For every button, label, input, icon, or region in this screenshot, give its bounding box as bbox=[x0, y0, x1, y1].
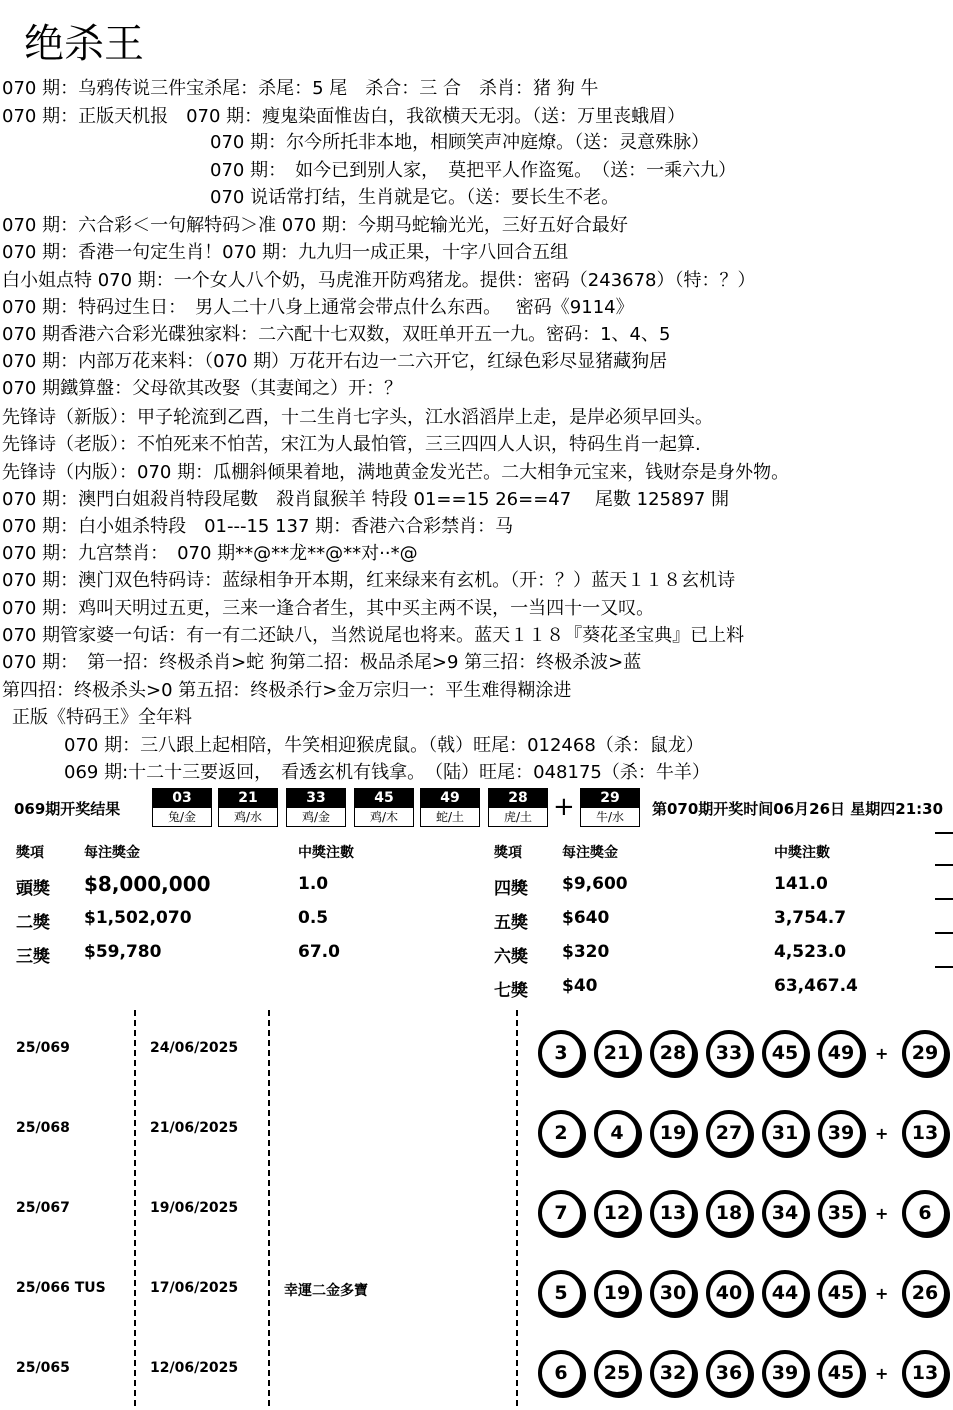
column-divider bbox=[268, 1010, 270, 1086]
draw-result-label: 069期开奖结果 bbox=[14, 800, 121, 818]
prize-amount: $40 bbox=[562, 976, 598, 996]
draw-zodiac: 鸡/金 bbox=[286, 808, 346, 827]
prize-count: 4,523.0 bbox=[774, 942, 847, 962]
prize-amount: $8,000,000 bbox=[84, 872, 211, 896]
result-ball: 13 bbox=[650, 1190, 696, 1236]
result-ball: 28 bbox=[650, 1030, 696, 1076]
result-plus-sign: + bbox=[875, 1124, 889, 1143]
prize-header-count: 中獎注數 bbox=[774, 845, 830, 861]
result-issue: 25/069 bbox=[16, 1040, 70, 1056]
result-plus-sign: + bbox=[875, 1044, 889, 1063]
draw-number: 49 bbox=[420, 788, 480, 808]
special-number: 29 bbox=[580, 788, 640, 808]
text-line: 先锋诗（内版）：070 期：瓜棚斜倾果着地，满地黄金发光芒。二大相争元宝来，钱财奈是身外物。 bbox=[2, 462, 790, 483]
text-line: 正版《特码王》全年料 bbox=[12, 707, 192, 728]
draw-plus-sign: + bbox=[553, 792, 575, 822]
prize-name: 四獎 bbox=[494, 879, 528, 899]
result-row bbox=[0, 1330, 953, 1410]
column-divider bbox=[134, 1010, 136, 1086]
text-line: 070 期鐵算盤：父母欲其改娶（其妻闻之）开：？ bbox=[2, 378, 403, 399]
prize-name: 五獎 bbox=[494, 913, 528, 933]
draw-number-box bbox=[152, 788, 212, 828]
prize-amount: $1,502,070 bbox=[84, 908, 192, 928]
special-zodiac: 牛/水 bbox=[580, 808, 640, 827]
text-line: 069 期:十二十三要返回， 看透玄机有钱拿。 （陆）旺尾：048175（杀：牛羊） bbox=[64, 762, 710, 783]
result-ball: 31 bbox=[762, 1110, 808, 1156]
result-ball: 3 bbox=[538, 1030, 584, 1076]
prize-count: 3,754.7 bbox=[774, 908, 847, 928]
text-line: 070 期： 如今已到别人家， 莫把平人作盗冤。 （送：一乘六九） bbox=[210, 160, 737, 181]
result-note: 幸運二金多寶 bbox=[284, 1283, 368, 1299]
result-ball: 19 bbox=[594, 1270, 640, 1316]
result-plus-sign: + bbox=[875, 1204, 889, 1223]
text-line: 白小姐点特 070 期：一个女人八个奶，马虎淮开防鸡猪龙。提供：密码（243678）（特：？） bbox=[2, 270, 756, 291]
prize-table bbox=[0, 836, 953, 1006]
text-line: 070 期：澳門白姐殺肖特段尾數 殺肖鼠猴羊 特段 01==15 26==47 尾數 125897 開 bbox=[2, 489, 730, 510]
prize-header-amount: 每注獎金 bbox=[562, 845, 618, 861]
result-date: 21/06/2025 bbox=[150, 1120, 239, 1136]
result-date: 17/06/2025 bbox=[150, 1280, 239, 1296]
text-line: 先锋诗（新版）：甲子轮流到乙酉，十二生肖七字头，江水滔滔岸上走，是岸必须早回头。 bbox=[2, 407, 713, 428]
result-special-ball: 26 bbox=[902, 1270, 948, 1316]
prize-count: 141.0 bbox=[774, 874, 828, 894]
text-line: 第四招：终极杀头>0 第五招：终极杀行>金万宗归一：平生难得糊涂进 bbox=[2, 680, 572, 701]
result-ball: 45 bbox=[818, 1270, 864, 1316]
result-ball: 12 bbox=[594, 1190, 640, 1236]
result-ball: 45 bbox=[762, 1030, 808, 1076]
prize-count: 1.0 bbox=[298, 874, 329, 894]
edge-mark bbox=[935, 864, 953, 866]
result-ball: 6 bbox=[538, 1350, 584, 1396]
prize-count: 0.5 bbox=[298, 908, 329, 928]
result-ball: 30 bbox=[650, 1270, 696, 1316]
result-ball: 4 bbox=[594, 1110, 640, 1156]
text-line: 070 期：九宫禁肖： 070 期**@**龙**@**对··*@ bbox=[2, 543, 418, 564]
draw-number-box bbox=[420, 788, 480, 828]
result-special-ball: 13 bbox=[902, 1350, 948, 1396]
text-line: 070 期香港六合彩光碟独家料：二六配十七双数，双旺单开五一九。密码：1、4、5 bbox=[2, 324, 671, 345]
result-date: 12/06/2025 bbox=[150, 1360, 239, 1376]
result-ball: 21 bbox=[594, 1030, 640, 1076]
column-divider bbox=[516, 1170, 518, 1246]
result-special-ball: 29 bbox=[902, 1030, 948, 1076]
text-line: 070 期： 第一招：终极杀肖>蛇 狗第二招：极品杀尾>9 第三招：终极杀波>蓝 bbox=[2, 652, 642, 673]
text-line: 070 期：澳门双色特码诗：蓝绿相争开本期，红来绿来有玄机。（开：？）蓝天１１８玄机诗 bbox=[2, 570, 736, 591]
text-line: 070 期：尔今所托非本地，相顾笑声冲庭燎。（送：灵意殊脉） bbox=[210, 132, 710, 153]
result-plus-sign: + bbox=[875, 1364, 889, 1383]
draw-zodiac: 鸡/木 bbox=[354, 808, 414, 827]
result-ball: 7 bbox=[538, 1190, 584, 1236]
column-divider bbox=[268, 1090, 270, 1166]
result-ball: 35 bbox=[818, 1190, 864, 1236]
text-line: 070 期：内部万花来料：（070 期）万花开右边一二六开它，红绿色彩尽显猪藏狗居 bbox=[2, 351, 668, 372]
result-ball: 33 bbox=[706, 1030, 752, 1076]
edge-mark bbox=[935, 832, 953, 834]
draw-zodiac: 鸡/水 bbox=[218, 808, 278, 827]
edge-mark bbox=[935, 966, 953, 968]
result-issue: 25/066 TUS bbox=[16, 1280, 106, 1296]
draw-number: 21 bbox=[218, 788, 278, 808]
draw-number: 03 bbox=[152, 788, 212, 808]
text-line: 070 说话常打结，生肖就是它。（送：要长生不老。 bbox=[210, 187, 620, 208]
page-title: 绝杀王 bbox=[24, 21, 144, 67]
draw-number: 33 bbox=[286, 788, 346, 808]
draw-zodiac: 蛇/土 bbox=[420, 808, 480, 827]
column-divider bbox=[134, 1250, 136, 1326]
prize-header-name: 獎項 bbox=[494, 845, 522, 861]
text-line: 070 期：鸡叫天明过五更，三来一逢合者生，其中买主两不误，一当四十一又叹。 bbox=[2, 598, 655, 619]
column-divider bbox=[134, 1090, 136, 1166]
result-row bbox=[0, 1250, 953, 1330]
text-line: 070 期：白小姐杀特段 01---15 137 期：香港六合彩禁肖：马 bbox=[2, 516, 514, 537]
result-issue: 25/068 bbox=[16, 1120, 70, 1136]
result-ball: 39 bbox=[818, 1110, 864, 1156]
prize-name: 六獎 bbox=[494, 947, 528, 967]
draw-number-box bbox=[354, 788, 414, 828]
draw-number: 45 bbox=[354, 788, 414, 808]
result-ball: 45 bbox=[818, 1350, 864, 1396]
prize-count: 63,467.4 bbox=[774, 976, 858, 996]
result-ball: 25 bbox=[594, 1350, 640, 1396]
column-divider bbox=[268, 1170, 270, 1246]
result-ball: 27 bbox=[706, 1110, 752, 1156]
prize-name: 二獎 bbox=[16, 913, 50, 933]
result-issue: 25/065 bbox=[16, 1360, 70, 1376]
column-divider bbox=[516, 1090, 518, 1166]
draw-zodiac: 虎/土 bbox=[488, 808, 548, 827]
result-plus-sign: + bbox=[875, 1284, 889, 1303]
result-ball: 49 bbox=[818, 1030, 864, 1076]
text-line: 070 期：正版天机报 070 期：瘦鬼染面惟齿白，我欲横天无羽。（送：万里丧蛾眉） bbox=[2, 106, 686, 127]
prize-header-count: 中獎注數 bbox=[298, 845, 354, 861]
prize-name: 頭獎 bbox=[16, 879, 50, 899]
text-line: 070 期：乌鸦传说三件宝杀尾：杀尾：5 尾 杀合：三 合 杀肖：猪 狗 牛 bbox=[2, 78, 599, 99]
result-ball: 36 bbox=[706, 1350, 752, 1396]
result-ball: 44 bbox=[762, 1270, 808, 1316]
result-ball: 34 bbox=[762, 1190, 808, 1236]
result-issue: 25/067 bbox=[16, 1200, 70, 1216]
column-divider bbox=[268, 1250, 270, 1326]
edge-mark bbox=[935, 932, 953, 934]
result-row bbox=[0, 1170, 953, 1250]
column-divider bbox=[134, 1170, 136, 1246]
column-divider bbox=[516, 1010, 518, 1086]
column-divider bbox=[268, 1330, 270, 1406]
draw-number: 28 bbox=[488, 788, 548, 808]
text-line: 070 期：三八跟上起相陪，牛笑相迎猴虎鼠。（戟）旺尾：012468（杀：鼠龙） bbox=[64, 735, 704, 756]
edge-mark bbox=[935, 898, 953, 900]
prize-header-name: 獎項 bbox=[16, 845, 44, 861]
draw-number-box bbox=[286, 788, 346, 828]
draw-number-box bbox=[218, 788, 278, 828]
text-line: 先锋诗（老版）：不怕死来不怕苦，宋江为人最怕管，三三四四人人识，特码生肖一起算. bbox=[2, 434, 701, 455]
text-line: 070 期管家婆一句话：有一有二还缺八，当然说尾也将来。蓝天１１８『葵花圣宝典』已上料 bbox=[2, 625, 745, 646]
column-divider bbox=[134, 1330, 136, 1406]
draw-number-box bbox=[488, 788, 548, 828]
text-line: 070 期：香港一句定生肖！070 期：九九归一成正果，十字八回合五组 bbox=[2, 242, 569, 263]
result-row bbox=[0, 1090, 953, 1170]
result-row bbox=[0, 1010, 953, 1090]
result-date: 19/06/2025 bbox=[150, 1200, 239, 1216]
prize-header-amount: 每注獎金 bbox=[84, 845, 140, 861]
draw-zodiac: 兔/金 bbox=[152, 808, 212, 827]
result-ball: 2 bbox=[538, 1110, 584, 1156]
column-divider bbox=[516, 1250, 518, 1326]
result-ball: 19 bbox=[650, 1110, 696, 1156]
result-ball: 40 bbox=[706, 1270, 752, 1316]
text-line: 070 期：特码过生日： 男人二十八身上通常会带点什么东西。 密码《9114》 bbox=[2, 297, 634, 318]
column-divider bbox=[516, 1330, 518, 1406]
prize-count: 67.0 bbox=[298, 942, 340, 962]
result-special-ball: 13 bbox=[902, 1110, 948, 1156]
result-date: 24/06/2025 bbox=[150, 1040, 239, 1056]
prize-amount: $9,600 bbox=[562, 874, 628, 894]
prize-name: 三獎 bbox=[16, 947, 50, 967]
draw-result-bar bbox=[0, 784, 953, 828]
prize-amount: $320 bbox=[562, 942, 610, 962]
next-draw-time: 第070期开奖时间06月26日 星期四21:30 bbox=[652, 800, 944, 818]
prize-amount: $640 bbox=[562, 908, 610, 928]
result-special-ball: 6 bbox=[902, 1190, 948, 1236]
prize-name: 七獎 bbox=[494, 981, 528, 1001]
result-ball: 18 bbox=[706, 1190, 752, 1236]
prize-amount: $59,780 bbox=[84, 942, 162, 962]
result-ball: 5 bbox=[538, 1270, 584, 1316]
text-line: 070 期：六合彩＜一句解特码＞准 070 期：今期马蛇输光光，三好五好合最好 bbox=[2, 215, 628, 236]
special-number-box bbox=[580, 788, 640, 828]
result-ball: 39 bbox=[762, 1350, 808, 1396]
result-ball: 32 bbox=[650, 1350, 696, 1396]
